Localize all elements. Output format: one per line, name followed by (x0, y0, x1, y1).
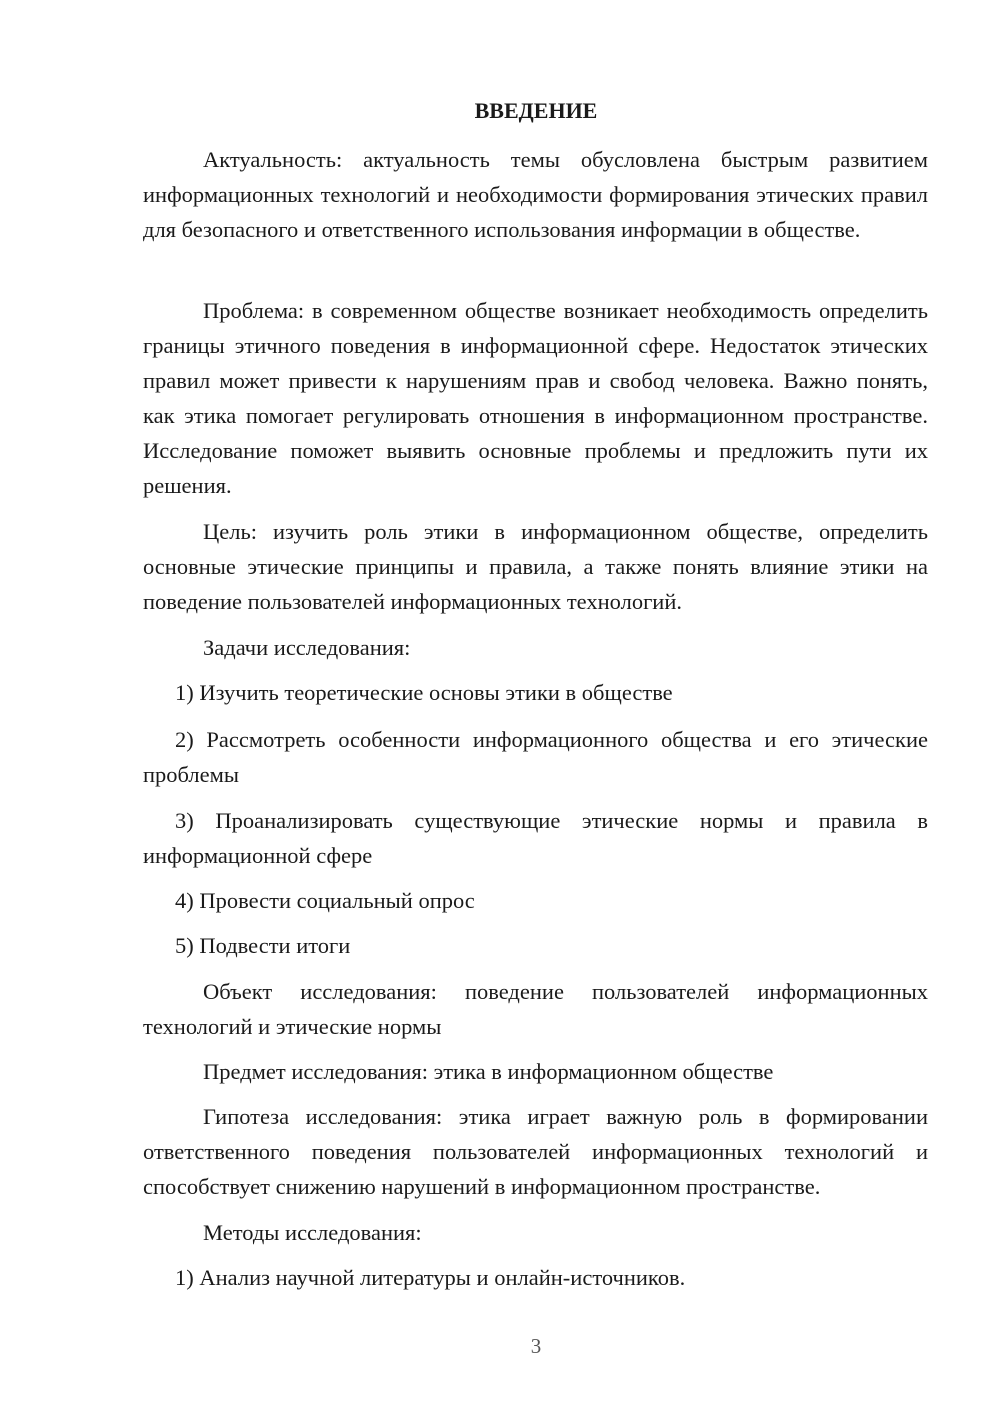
paragraph-methods-heading: Методы исследования: (203, 1220, 422, 1245)
page-number: 3 (530, 1334, 542, 1358)
paragraph-hypothesis: Гипотеза исследования: этика играет важную роль в формировании ответственного поведения пользователей информационных технологий и способствует снижению нарушений в информационном пространстве. (143, 1104, 928, 1199)
list-item-task-1: 1) Изучить теоретические основы этики в обществе (175, 680, 673, 705)
list-item-task-2: 2) Рассмотреть особенности информационного общества и его этические проблемы (143, 727, 928, 787)
paragraph-tasks-heading: Задачи исследования: (203, 635, 411, 660)
list-item-task-3: 3) Проанализировать существующие этические нормы и правила в информационной сфере (143, 808, 928, 868)
list-item-task-4: 4) Провести социальный опрос (175, 888, 475, 913)
paragraph-relevance: Актуальность: актуальность темы обусловлена быстрым развитием информационных технологий и необходимости формирования этических правил для безопасного и ответственного использования информации в обществе. (143, 147, 928, 242)
paragraph-subject: Предмет исследования: этика в информационном обществе (203, 1059, 774, 1084)
list-item-task-5: 5) Подвести итоги (175, 933, 351, 958)
paragraph-problem: Проблема: в современном обществе возникает необходимость определить границы этичного поведения в информационной сфере. Недостаток этических правил может привести к нарушениям прав и свобод человека. Важно понять, как этика помогает регулировать отношения в информационном пространстве. Исследование поможет выявить основные проблемы и предложить пути их решения. (143, 298, 928, 498)
paragraph-goal: Цель: изучить роль этики в информационном обществе, определить основные этические принципы и правила, а также понять влияние этики на поведение пользователей информационных технологий. (143, 519, 928, 614)
section-title: ВВЕДЕНИЕ (474, 98, 598, 123)
list-item-method-1: 1) Анализ научной литературы и онлайн-источников. (175, 1265, 686, 1290)
paragraph-object: Объект исследования: поведение пользователей информационных технологий и этические нормы (143, 979, 928, 1039)
